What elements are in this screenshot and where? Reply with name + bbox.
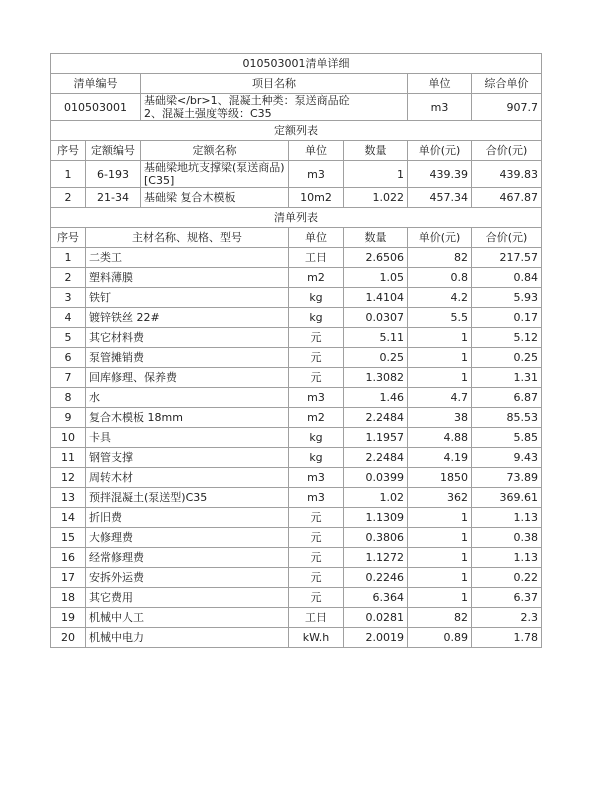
material-unit: m2 <box>289 408 344 428</box>
quota-code: 21-34 <box>86 188 141 208</box>
material-row <box>51 308 542 328</box>
material-seq: 17 <box>51 568 86 588</box>
material-unit-price: 4.2 <box>408 288 472 308</box>
material-total: 5.93 <box>472 288 542 308</box>
material-unit: kW.h <box>289 628 344 648</box>
material-row <box>51 628 542 648</box>
material-total: 369.61 <box>472 488 542 508</box>
material-qty: 1.46 <box>344 388 408 408</box>
title-row <box>51 54 542 74</box>
material-seq: 12 <box>51 468 86 488</box>
material-unit: 元 <box>289 548 344 568</box>
materials-header-row <box>51 228 542 248</box>
material-unit-price: 1 <box>408 348 472 368</box>
material-total: 1.13 <box>472 508 542 528</box>
material-unit-price: 4.88 <box>408 428 472 448</box>
material-qty: 2.2484 <box>344 448 408 468</box>
quota-header-unit: 单位 <box>289 141 344 161</box>
material-row <box>51 268 542 288</box>
material-row <box>51 248 542 268</box>
material-seq: 11 <box>51 448 86 468</box>
material-name: 预拌混凝土(泵送型)C35 <box>86 488 289 508</box>
material-name: 经常修理费 <box>86 548 289 568</box>
material-qty: 2.6506 <box>344 248 408 268</box>
materials-header-unit-price: 单价(元) <box>408 228 472 248</box>
quota-total: 467.87 <box>472 188 542 208</box>
material-unit: 工日 <box>289 608 344 628</box>
material-total: 6.37 <box>472 588 542 608</box>
material-unit-price: 0.89 <box>408 628 472 648</box>
quota-section-title: 定额列表 <box>51 121 542 141</box>
materials-section-title: 清单列表 <box>51 208 542 228</box>
material-unit: m3 <box>289 388 344 408</box>
material-name: 二类工 <box>86 248 289 268</box>
materials-section-row <box>51 208 542 228</box>
material-row <box>51 288 542 308</box>
materials-header-name: 主材名称、规格、型号 <box>86 228 289 248</box>
material-row <box>51 608 542 628</box>
material-unit-price: 82 <box>408 608 472 628</box>
material-row <box>51 348 542 368</box>
materials-header-seq: 序号 <box>51 228 86 248</box>
material-unit: 元 <box>289 368 344 388</box>
material-qty: 0.0281 <box>344 608 408 628</box>
material-name: 卡具 <box>86 428 289 448</box>
material-name: 塑料薄膜 <box>86 268 289 288</box>
bill-name-line2: 2、混凝土强度等级：C35 <box>144 107 272 120</box>
bill-detail-table <box>50 53 542 648</box>
material-name: 机械中人工 <box>86 608 289 628</box>
material-unit-price: 5.5 <box>408 308 472 328</box>
quota-row <box>51 188 542 208</box>
material-seq: 18 <box>51 588 86 608</box>
materials-header-unit: 单位 <box>289 228 344 248</box>
material-seq: 13 <box>51 488 86 508</box>
material-unit: kg <box>289 288 344 308</box>
material-total: 217.57 <box>472 248 542 268</box>
material-unit-price: 1 <box>408 548 472 568</box>
material-qty: 1.1272 <box>344 548 408 568</box>
materials-header-total: 合价(元) <box>472 228 542 248</box>
material-total: 73.89 <box>472 468 542 488</box>
material-unit: 元 <box>289 328 344 348</box>
material-qty: 1.4104 <box>344 288 408 308</box>
quota-unit-price: 457.34 <box>408 188 472 208</box>
quota-code: 6-193 <box>86 161 141 188</box>
quota-header-seq: 序号 <box>51 141 86 161</box>
material-total: 2.3 <box>472 608 542 628</box>
material-qty: 0.0307 <box>344 308 408 328</box>
material-unit: m2 <box>289 268 344 288</box>
material-unit: 元 <box>289 508 344 528</box>
material-unit-price: 4.7 <box>408 388 472 408</box>
material-qty: 1.05 <box>344 268 408 288</box>
bill-header-row <box>51 74 542 94</box>
material-total: 0.84 <box>472 268 542 288</box>
material-qty: 1.1309 <box>344 508 408 528</box>
material-unit-price: 1 <box>408 588 472 608</box>
quota-header-code: 定额编号 <box>86 141 141 161</box>
material-total: 0.38 <box>472 528 542 548</box>
quota-header-qty: 数量 <box>344 141 408 161</box>
material-name: 复合木模板 18mm <box>86 408 289 428</box>
material-name: 其它费用 <box>86 588 289 608</box>
quota-header-total: 合价(元) <box>472 141 542 161</box>
material-qty: 2.2484 <box>344 408 408 428</box>
quota-seq: 2 <box>51 188 86 208</box>
material-seq: 19 <box>51 608 86 628</box>
material-name: 泵管摊销费 <box>86 348 289 368</box>
material-seq: 1 <box>51 248 86 268</box>
quota-qty: 1.022 <box>344 188 408 208</box>
material-seq: 4 <box>51 308 86 328</box>
material-total: 85.53 <box>472 408 542 428</box>
material-unit: 工日 <box>289 248 344 268</box>
quota-header-unit-price: 单价(元) <box>408 141 472 161</box>
material-qty: 0.25 <box>344 348 408 368</box>
material-row <box>51 528 542 548</box>
material-unit-price: 1 <box>408 528 472 548</box>
material-unit-price: 1 <box>408 368 472 388</box>
material-unit: m3 <box>289 488 344 508</box>
material-seq: 9 <box>51 408 86 428</box>
material-unit: 元 <box>289 568 344 588</box>
material-name: 周转木材 <box>86 468 289 488</box>
bill-code-header: 清单编号 <box>51 74 141 94</box>
material-seq: 7 <box>51 368 86 388</box>
material-seq: 2 <box>51 268 86 288</box>
material-unit-price: 1850 <box>408 468 472 488</box>
material-qty: 0.2246 <box>344 568 408 588</box>
materials-header-qty: 数量 <box>344 228 408 248</box>
bill-name-line1: 基础梁</br>1、混凝土种类：泵送商品砼 <box>144 94 350 107</box>
material-name: 铁钉 <box>86 288 289 308</box>
quota-unit-price: 439.39 <box>408 161 472 188</box>
material-qty: 6.364 <box>344 588 408 608</box>
material-row <box>51 428 542 448</box>
material-name: 钢管支撑 <box>86 448 289 468</box>
quota-unit: 10m2 <box>289 188 344 208</box>
material-total: 6.87 <box>472 388 542 408</box>
material-seq: 3 <box>51 288 86 308</box>
quota-section-row <box>51 121 542 141</box>
material-row <box>51 568 542 588</box>
material-unit-price: 1 <box>408 508 472 528</box>
material-row <box>51 508 542 528</box>
material-name: 水 <box>86 388 289 408</box>
material-name: 镀锌铁丝 22# <box>86 308 289 328</box>
material-unit-price: 38 <box>408 408 472 428</box>
bill-price-header: 综合单价 <box>472 74 542 94</box>
material-row <box>51 408 542 428</box>
material-total: 1.13 <box>472 548 542 568</box>
material-unit: 元 <box>289 348 344 368</box>
material-row <box>51 388 542 408</box>
material-name: 大修理费 <box>86 528 289 548</box>
material-seq: 10 <box>51 428 86 448</box>
material-total: 9.43 <box>472 448 542 468</box>
material-unit: 元 <box>289 588 344 608</box>
bill-unit: m3 <box>408 94 472 121</box>
material-qty: 5.11 <box>344 328 408 348</box>
material-unit: kg <box>289 428 344 448</box>
bill-name-header: 项目名称 <box>141 74 408 94</box>
material-qty: 1.1957 <box>344 428 408 448</box>
material-total: 0.25 <box>472 348 542 368</box>
bill-row <box>51 94 542 121</box>
material-unit-price: 1 <box>408 568 472 588</box>
quota-seq: 1 <box>51 161 86 188</box>
material-unit: m3 <box>289 468 344 488</box>
material-name: 折旧费 <box>86 508 289 528</box>
material-unit: kg <box>289 308 344 328</box>
material-unit-price: 4.19 <box>408 448 472 468</box>
material-unit: kg <box>289 448 344 468</box>
bill-price: 907.7 <box>472 94 542 121</box>
material-total: 1.78 <box>472 628 542 648</box>
material-seq: 20 <box>51 628 86 648</box>
material-row <box>51 588 542 608</box>
material-qty: 2.0019 <box>344 628 408 648</box>
material-total: 0.22 <box>472 568 542 588</box>
sheet-title: 010503001清单详细 <box>51 54 542 74</box>
material-row <box>51 328 542 348</box>
quota-unit: m3 <box>289 161 344 188</box>
bill-name <box>141 94 408 121</box>
material-unit-price: 82 <box>408 248 472 268</box>
material-name: 机械中电力 <box>86 628 289 648</box>
quota-total: 439.83 <box>472 161 542 188</box>
material-seq: 15 <box>51 528 86 548</box>
quota-name: 基础梁地坑支撑梁(泵送商品)[C35] <box>141 161 289 188</box>
quota-header-name: 定额名称 <box>141 141 289 161</box>
material-seq: 8 <box>51 388 86 408</box>
material-total: 1.31 <box>472 368 542 388</box>
material-name: 安拆外运费 <box>86 568 289 588</box>
material-qty: 1.02 <box>344 488 408 508</box>
material-unit-price: 362 <box>408 488 472 508</box>
bill-unit-header: 单位 <box>408 74 472 94</box>
material-qty: 0.3806 <box>344 528 408 548</box>
material-seq: 14 <box>51 508 86 528</box>
material-total: 0.17 <box>472 308 542 328</box>
quota-header-row <box>51 141 542 161</box>
material-unit-price: 0.8 <box>408 268 472 288</box>
material-seq: 6 <box>51 348 86 368</box>
material-qty: 1.3082 <box>344 368 408 388</box>
material-seq: 5 <box>51 328 86 348</box>
material-row <box>51 368 542 388</box>
bill-code: 010503001 <box>51 94 141 121</box>
material-unit-price: 1 <box>408 328 472 348</box>
quota-name: 基础梁 复合木模板 <box>141 188 289 208</box>
material-name: 其它材料费 <box>86 328 289 348</box>
material-row <box>51 548 542 568</box>
material-row <box>51 468 542 488</box>
material-qty: 0.0399 <box>344 468 408 488</box>
material-seq: 16 <box>51 548 86 568</box>
material-name: 回库修理、保养费 <box>86 368 289 388</box>
material-total: 5.12 <box>472 328 542 348</box>
material-row <box>51 448 542 468</box>
material-row <box>51 488 542 508</box>
material-total: 5.85 <box>472 428 542 448</box>
material-unit: 元 <box>289 528 344 548</box>
quota-qty: 1 <box>344 161 408 188</box>
quota-row <box>51 161 542 188</box>
